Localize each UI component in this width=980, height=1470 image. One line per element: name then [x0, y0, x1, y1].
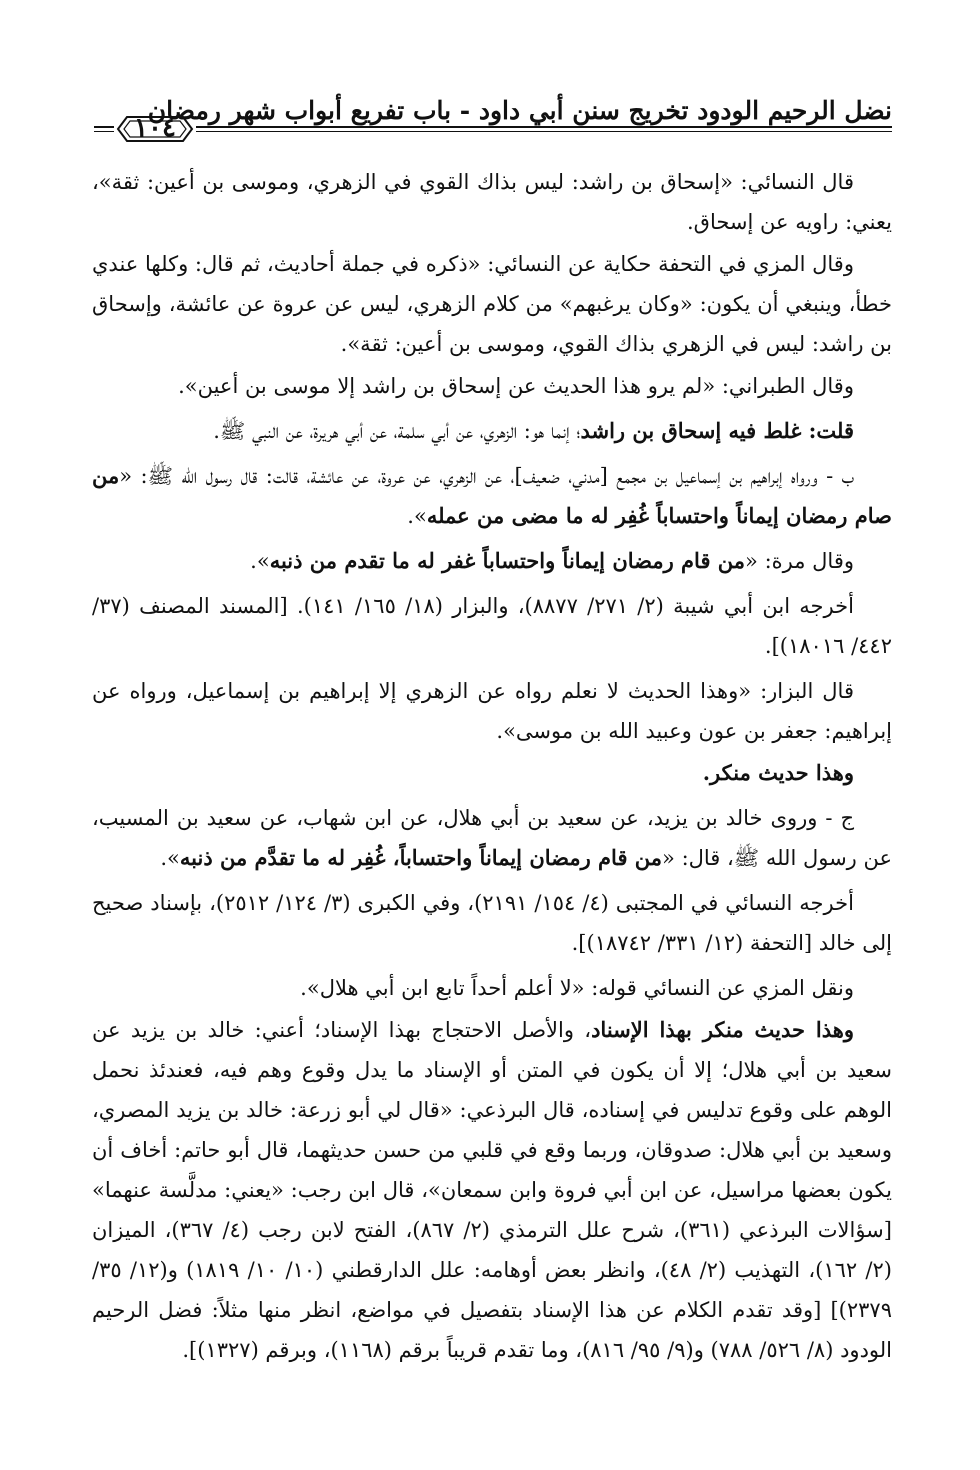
header-rule: [196, 126, 892, 128]
page-number: ١٠٤: [134, 113, 176, 143]
header-rule-thin: [196, 131, 892, 132]
paragraph-p11: [92, 883, 892, 963]
paragraph-p10: [92, 798, 892, 878]
paragraph-p6: [92, 541, 892, 581]
paragraph-p1: [92, 162, 892, 242]
running-header-title: نضل الرحيم الودود تخريج سنن أبي داود - باب تفريع أبواب شهر رمضان: [147, 96, 892, 125]
paragraph-p4: [92, 411, 892, 451]
text-run: أخرجه ابن أبي شيبة (٢/ ٢٧١/ ٨٨٧٧)، والبزار (١٨/ ١٦٥/ ١٤١). [المسند المصنف (٣٧/ ٤٤٢/ ١٨٠١٦)].: [92, 594, 892, 658]
text-run: من صام رمضان إيماناً واحتساباً غُفِر له ما مضى من عمله: [92, 463, 892, 528]
text-run: وقال المزي في التحفة حكاية عن النسائي: «ذكره في جملة أحاديث، ثم قال: وكلها عندي خطأ، وينبغي أن يكون: «وكان يرغبهم» من كلام الزهري، ليس عن عروة عن عائشة، وإسحاق بن راشد: ليس في الزهري بذاك القوي، وموسى بن أعين: ثقة».: [92, 252, 892, 356]
text-run: قال البزار: «وهذا الحديث لا نعلم رواه عن الزهري إلا إبراهيم بن إسماعيل، ورواه عن إبراهيم: جعفر بن عون وعبيد الله بن موسى».: [92, 679, 892, 743]
text-run: ج - وروى خالد بن يزيد، عن سعيد بن أبي هلال، عن ابن شهاب، عن سعيد بن المسيب، عن رسول الله ﷺ، قال: «: [92, 806, 892, 870]
text-run: من قام رمضان إيماناً واحتساباً غفر له ما تقدم من ذنبه: [269, 548, 746, 573]
text-run: أخرجه النسائي في المجتبى (٤/ ١٥٤/ ٢١٩١)، وفي الكبرى (٣/ ١٢٤/ ٢٥١٢)، بإسناد صحيح إلى خالد [التحفة (١٢/ ٣٣١/ ١٨٧٤٢)].: [92, 891, 892, 955]
text-run: وهذا حديث منكر بهذا الإسناد: [591, 1017, 855, 1042]
body-text: [92, 162, 892, 1372]
text-run: ».: [250, 549, 270, 573]
text-run: وقال مرة: «: [745, 549, 854, 573]
paragraph-p5: [92, 456, 892, 536]
text-run: من قام رمضان إيماناً واحتساباً، غُفِر له ما تقدَّم من ذنبه: [179, 845, 663, 870]
text-run: ونقل المزي عن النسائي قوله: «لا أعلم أحداً تابع ابن أبي هلال».: [300, 976, 854, 1000]
page-number-badge: [114, 110, 196, 148]
header-rule-left-thin: [94, 131, 114, 132]
text-run: وهذا حديث منكر.: [702, 760, 854, 785]
text-run: ، والأصل الاحتجاج بهذا الإسناد؛ أعني: خالد بن يزيد عن سعيد بن أبي هلال؛ إلا أن يكون في المتن أو الإسناد ما يدل وقوع وهم فيه، فعندئذ نحمل الوهم على وقوع تدليس في إسناده، قال البرذعي: «قال لي أبو زرعة: خالد بن يزيد المصري، وسعيد بن أبي هلال: صدوقان، وربما وقع في قلبي من حسن حديثهما، قال أبو حاتم: أخاف أن يكون بعضها مراسيل، عن ابن أبي فروة وابن سمعان»، قال ابن رجب: «يعني: مدلَّسة عنهما» [سؤالات البرذعي (٣٦١)، شرح علل الترمذي (٢/ ٨٦٧)، الفتح لابن رجب (٤/ ٣٦٧)، الميزان (٢/ ١٦٢)، التهذيب (٢/ ٤٨)، وانظر بعض أوهامه: علل الدارقطني (١٠/ ١٠/ ١٨١٩) و(١٢/ ٣٥/ ٢٣٧٩)] [وقد تقدم الكلام عن هذا الإسناد بتفصيل في مواضع، انظر منها مثلاً: فضل الرحيم الودود (٨/ ٥٢٦/ ٧٨٨) و(٩/ ٩٥/ ٨١٦)، وما تقدم قريباً برقم (١١٦٨)، وبرقم (١٣٢٧)].: [92, 1018, 892, 1362]
text-run: قلت: غلط فيه إسحاق بن راشد: [580, 418, 854, 443]
paragraph-p2: [92, 244, 892, 364]
header-rule-left: [94, 126, 114, 128]
paragraph-p3: [92, 366, 892, 406]
paragraph-p13: [92, 1010, 892, 1370]
paragraph-p7: [92, 586, 892, 666]
text-run: وقال الطبراني: «لم يرو هذا الحديث عن إسحاق بن راشد إلا موسى بن أعين».: [178, 374, 854, 398]
text-run: قال النسائي: «إسحاق بن راشد: ليس بذاك القوي في الزهري، وموسى بن أعين: ثقة»، يعني: راويه عن إسحاق.: [92, 170, 892, 234]
paragraph-p8: [92, 671, 892, 751]
text-run: ».: [160, 846, 180, 870]
text-run: ».: [407, 504, 427, 528]
paragraph-p12: [92, 968, 892, 1008]
text-run: ب - ورواه إبراهيم بن إسماعيل بن مجمع [مدني، ضعيف]، عن الزهري، عن عروة، عن عائشة، قالت: قال رسول الله ﷺ: «: [119, 464, 854, 488]
text-run: ؛ إنما هو: الزهري، عن أبي سلمة، عن أبي هريرة، عن النبي ﷺ.: [213, 419, 581, 443]
paragraph-p9: [92, 753, 892, 793]
